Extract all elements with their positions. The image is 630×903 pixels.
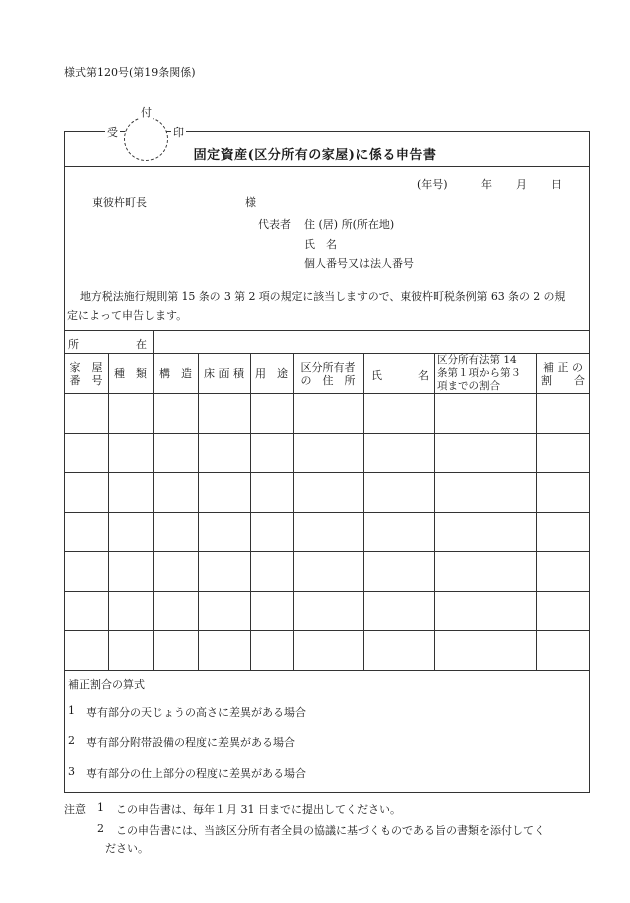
formula-item-1-text: 専有部分の天じょうの高さに差異がある場合 xyxy=(86,706,306,719)
formula-item-1-num: 1 xyxy=(68,704,75,717)
col-header-correction-line2: 割 合 xyxy=(541,374,585,387)
formula-title: 補正割合の算式 xyxy=(68,678,145,691)
note-2-text: この申告書には、当該区分所有者全員の協議に基づくものである旨の書類を添付してく xyxy=(116,824,545,837)
col-header-owner-address xyxy=(293,361,363,387)
addressee-name: 東彼杵町長 xyxy=(92,196,147,209)
formula-item-3-num: 3 xyxy=(68,765,75,778)
title-divider xyxy=(64,166,590,167)
table-row xyxy=(64,472,590,473)
header-row-bottom xyxy=(64,393,590,394)
col-header-house-no xyxy=(64,361,108,387)
formula-item-3-text: 専有部分の仕上部分の程度に差異がある場合 xyxy=(86,767,306,780)
representative-label: 代表者 xyxy=(258,218,291,231)
date-month: 月 xyxy=(516,178,527,191)
note-1-num: 1 xyxy=(97,801,104,814)
representative-number-label: 個人番号又は法人番号 xyxy=(304,257,414,270)
statement-line-2: 定によって申告します。 xyxy=(67,309,188,322)
table-row xyxy=(64,591,590,592)
col-header-owner-name-a: 氏 xyxy=(371,369,382,382)
location-divider xyxy=(153,330,154,353)
col-header-owner-address-line1: 区分所有者 xyxy=(300,361,356,374)
col-header-house-no-line2: 番 号 xyxy=(69,374,103,387)
addressee-honorific: 様 xyxy=(245,196,256,209)
col-header-ratio-line1: 区分所有法第 14 xyxy=(437,354,517,366)
col-header-floor-area: 床 面 積 xyxy=(204,367,244,380)
notes-label: 注意 xyxy=(64,803,86,816)
table-row xyxy=(64,512,590,513)
location-label-b: 在 xyxy=(136,338,147,351)
form-number: 様式第120号(第19条関係) xyxy=(64,66,196,79)
stamp-label-top: 付 xyxy=(141,106,152,119)
col-header-owner-address-line2: の 住 所 xyxy=(300,374,356,387)
formula-item-2-text: 専有部分附帯設備の程度に差異がある場合 xyxy=(86,736,295,749)
representative-name-label: 氏 名 xyxy=(304,238,337,251)
stamp-label-left: 受 xyxy=(107,126,118,139)
col-header-correction-line1: 補 正 の xyxy=(543,361,583,374)
col-header-structure: 構 造 xyxy=(159,367,192,380)
note-2-num: 2 xyxy=(97,822,104,835)
representative-address-label: 住 (居) 所(所在地) xyxy=(304,218,395,231)
col-header-correction xyxy=(536,361,590,387)
note-1-text: この申告書は、毎年１月 31 日までに提出してください。 xyxy=(116,803,401,816)
table-row xyxy=(64,551,590,552)
date-year: 年 xyxy=(481,178,492,191)
stamp-label-right: 印 xyxy=(173,126,184,139)
statement-divider xyxy=(64,330,590,331)
table-row xyxy=(64,433,590,434)
col-header-house-no-line1: 家 屋 xyxy=(69,361,103,374)
table-bottom xyxy=(64,670,590,671)
col-header-ratio-line2: 条第１項から第３ xyxy=(437,367,521,379)
note-2-continued: ださい。 xyxy=(105,842,149,855)
table-row xyxy=(64,630,590,631)
col-header-type: 種 類 xyxy=(114,367,147,380)
col-header-usage: 用 途 xyxy=(255,367,288,380)
formula-item-2-num: 2 xyxy=(68,734,75,747)
date-era: (年号) xyxy=(417,178,448,191)
col-header-owner-name-b: 名 xyxy=(418,369,429,382)
col-header-ratio-line3: 項までの割合 xyxy=(437,380,500,392)
location-label-a: 所 xyxy=(68,338,79,351)
col-header-ratio xyxy=(437,354,536,393)
statement-line-1: 地方税法施行規則第 15 条の 3 第 2 項の規定に該当しますので、東彼杵町税条例第 63 条の 2 の規 xyxy=(80,290,566,303)
form-title: 固定資産(区分所有の家屋)に係る申告書 xyxy=(193,148,437,163)
date-day: 日 xyxy=(551,178,562,191)
